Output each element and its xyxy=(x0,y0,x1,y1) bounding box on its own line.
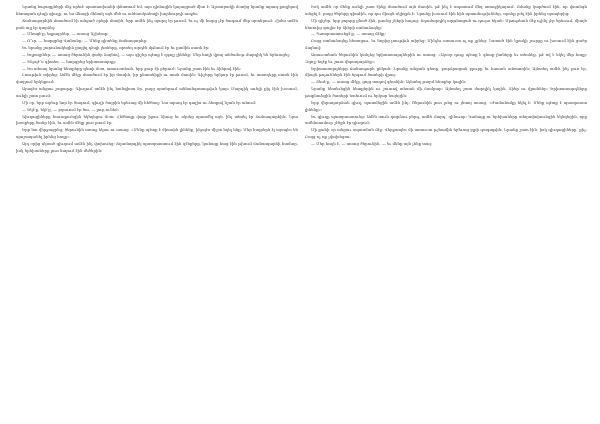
paragraph: Այդ օրից սկսած գիւղում ամէն ինչ փոխուեց։ Տղամարդիկ պատրաստում էին զէնքերը, կանայք հաց էին թխում ճանապարհի համար, իսկ երեխաները լուռ նայում էին մեծերին։ xyxy=(16,140,298,153)
left-column xyxy=(16,4,298,155)
paragraph: Երիտասարդները ճանապարհ ընկան։ Նրանք անցան գետը, բարձրացան բլուրը եւ հասան անտառին։ Այնտեղ ամէն ինչ լուռ էր, միայն թռչուններն էին երգում ծառերի վրայ։ xyxy=(305,65,587,78)
paragraph: Նրանց հայացքների մէջ որեւէ պատասխանի փնտռում եմ, այս դիմացին կայացրած միտ է։ Աշտարակի մօտից նրանք արագ քայլերով հեռացան դէպի գիւղը, ու ես մնացի մենակ այն մեծ ու անհասկանալի խորհուրդի առջեւ։ xyxy=(16,4,298,16)
paragraph: Գիւղացիները հաւաքուեցին եկեղեցու մօտ։ Հեծեալը վայր իջաւ ձիուց եւ սկսեց պատմել այն, ինչ տեսել էր ճանապարհին։ Նրա խօսքերը ծանր էին, եւ ամէն մէկը լուռ լսում էր։ xyxy=(16,113,298,126)
paragraph: — Մեր հողն է, — ասաց ծերունին, — եւ մենք այն չենք տայ։ xyxy=(311,140,433,146)
paragraph: Լռութիւն տիրեց։ Ամէն մէկը մտածում էր իր մասին, իր ընտանիքի ու տան մասին։ Գիշերը երկար էր թւում, եւ աստղերը սառն էին փայլում երկնքում։ xyxy=(16,72,298,85)
paragraph: Այսպէս անցաւ շաբաթը։ Գիւղում ամէն ինչ հանգիստ էր, բայց սրտերում անհանգստութիւն կար։ Մարդիկ աւելի քիչ էին խօսում, աւելի շատ լսում։ xyxy=(16,86,298,98)
paragraph: Եւ գիւղը պատրաստուեց։ Ամէն տուն դարձաւ բերդ, ամէն մարդ՝ զինուոր։ Կանայք ու երեխաները տեղափոխուեցին եկեղեցին, որը ամենաամուր շէնքն էր գիւղում։ xyxy=(305,113,587,126)
paragraph: Երբ վերադարձան գիւղ, պատմեցին ամէն ինչ։ Ծերունին լուռ լսեց ու յետոյ ասաց. «Ժամանակը եկել է։ Մենք պէտք է պատրաստ լինենք»։ xyxy=(305,99,587,112)
paragraph: — Եղբայրներ, — ասաց ծերունին ցածր ձայնով, — այս գիշեր պէտք է զգոյշ լինենք։ Մեր հողի վրայ անծանօթ մարդիկ են երեւացել։ xyxy=(22,51,290,57)
paragraph: Նրանք հետեւեցին հետքերին ու շուտով տեսան մի ճամբար։ Այնտեղ շատ մարդիկ կային, ձիեր ու վրաններ։ Երիտասարդները թաքնուեցին ծառերի ետեւում ու երկար նայեցին։ xyxy=(305,86,587,98)
paragraph: Երբ նա վերջացրեց, ծերունին առաջ եկաւ ու ասաց. «Մենք պէտք է միասին լինենք, ինչպէս միշտ եղել ենք։ Մեր հայրերն էլ այսպէս են պաշտպանել իրենց հողը»։ xyxy=(16,127,298,140)
paragraph: — Ես տեսայ նրանց հետքերը գետի մօտ, առաւօտեան, երբ ջուր էի բերում։ Նրանք շատ էին եւ ձիերով էին։ xyxy=(22,65,241,71)
paragraph: Առաւօտեան ծերունին կանչեց երիտասարդներին ու ասաց. «Այսօր դուք պէտք է գնաք լեռները եւ տեսնէք, թէ ով է եկել մեր հողը։ Զգոյշ եղէք եւ շուտ վերադարձէք»։ xyxy=(305,51,587,64)
right-column xyxy=(305,4,587,148)
paragraph: — Պատրաստուեցէ՛ք, — ասաց մէկը։ xyxy=(311,31,386,37)
paragraph: — Տեսէ՛ք, — ասաց մէկը, ցոյց տալով գետնին։ Այնտեղ թարմ հետքեր կային։ xyxy=(311,79,467,85)
paragraph: Մի օր, երբ արեւը նոր էր ծագում, գիւղի ծայրին երեւաց մի հեծեալ։ Նա արագ էր գալիս ու ձեռքով նշան էր անում։ xyxy=(22,99,257,105)
paragraph: Եւ նրանք շարունակեցին քայլել դէպի լեռները, որտեղ արդէն մթնում էր եւ քամին սառն էր։ xyxy=(22,45,210,51)
paragraph: — Եկէ՛ք, եկէ՛ք, — բղաւում էր նա, — լուր ունեմ։ xyxy=(22,106,119,112)
paragraph: — Մնացէ՛ք, եղբայրներ, — ասաց Աշխէտը։ xyxy=(22,31,109,37)
paragraph: Մի քանի օր անցաւ սպասման մէջ։ Վերջապէս մի առաւօտ թշնամին երեւաց բլրի գագաթին։ Նրանք շատ էին, իսկ գիւղացիները՝ քիչ։ Բայց ոչ ոք չվախեցաւ։ xyxy=(305,127,587,140)
paragraph: Մի գիշեր, երբ բոլորը քնած էին, լսուեց շների հաչոց։ Տղամարդիկ արթնացան ու դուրս եկան։ Մթութեան մէջ ոչինչ չէր երեւում, միայն հեռուից գալիս էր ձիերի ոտնաձայնը։ xyxy=(305,17,587,30)
paragraph: Բայց ոտնաձայնը հեռացաւ, եւ նորից լռութիւն տիրեց։ Մինչեւ առաւօտ ոչ ոք չքնեց։ Նստած էին կրակի շուրջը ու խօսում էին ցածր ձայնով։ xyxy=(305,38,587,51)
paragraph: — Ինչպէ՞ս գիտես, — հարցրեց երիտասարդը։ xyxy=(22,58,117,64)
paragraph: Իսկ ամէն օր մենք աւելի շատ էինք մտածում այն մասին, թէ ինչ է սպասում մեզ առաջիկայում։ Ոմանք կարծում էին, որ վտանգն անցել է, բայց ծերերը գիտէին, որ դա միայն սկիզբն է։ Նրանք խօսում էին հին պատմութիւններ, որոնք լսել էին իրենց պապերից։ xyxy=(305,4,587,16)
paragraph: Ճանապարհին մտածում էի անցած օրերի մասին, երբ ամէն ինչ պարզ էր թւում, եւ ոչ մի հարց չէր ծագում մեր սրտերում։ Հիմա ամէն բան այլ էր դարձել։ xyxy=(16,17,298,30)
paragraph: — Ո՞ւր, — հարցրեց Վանանը։ — Մենք գիտենք ճանապարհը։ xyxy=(22,38,148,44)
